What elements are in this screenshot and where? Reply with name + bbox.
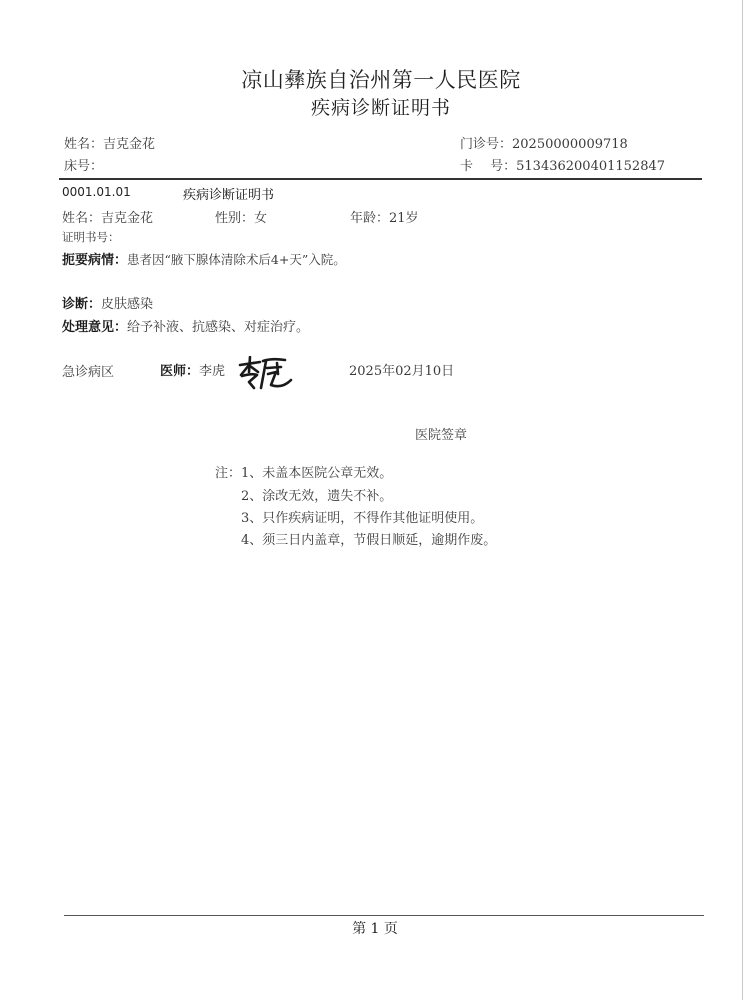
ward-name: 急诊病区 xyxy=(62,365,115,380)
outpatient-label: 门诊号： xyxy=(460,137,513,152)
doctor-row xyxy=(160,360,225,379)
footer-divider xyxy=(64,915,704,916)
form-age-value: 21岁 xyxy=(389,211,419,226)
header-name-row xyxy=(64,133,155,152)
note-item: 1、未盖本医院公章无效。 xyxy=(241,466,393,481)
treatment-value: 给予补液、抗感染、对症治疗。 xyxy=(127,320,310,335)
sign-date: 2025年02月10日 xyxy=(349,364,455,379)
form-age-label: 年龄： xyxy=(350,211,390,226)
form-gender-row xyxy=(215,207,267,226)
header-card-row xyxy=(460,155,665,174)
form-gender-label: 性别： xyxy=(215,211,255,226)
page-edge xyxy=(742,0,743,1000)
page-number: 第 1 页 xyxy=(352,921,398,937)
header-outpatient-row xyxy=(460,133,628,152)
form-name-row xyxy=(62,207,153,226)
note-item: 2、涂改无效，遗失不补。 xyxy=(241,489,393,504)
note-item: 4、须三日内盖章，节假日顺延，逾期作废。 xyxy=(241,533,497,548)
diagnosis-label: 诊断： xyxy=(62,297,102,312)
header-divider xyxy=(59,178,702,180)
header-name-value: 吉克金花 xyxy=(103,137,156,152)
card-label: 卡 号： xyxy=(460,159,517,174)
doctor-signature xyxy=(238,356,294,390)
diagnosis-value: 皮肤感染 xyxy=(101,297,154,312)
summary-value: 患者因“腋下腺体清除术后4+天”入院。 xyxy=(127,252,346,267)
notes-prefix: 注： xyxy=(215,466,242,481)
header-bed-label: 床号： xyxy=(64,159,104,174)
doctor-name: 李虎 xyxy=(199,364,226,379)
document-title: 疾病诊断证明书 xyxy=(310,97,451,119)
header-bed-row xyxy=(64,155,103,174)
outpatient-value: 20250000009718 xyxy=(512,137,628,152)
form-title: 疾病诊断证明书 xyxy=(183,188,275,203)
hospital-name: 凉山彝族自治州第一人民医院 xyxy=(241,68,521,92)
summary-row xyxy=(62,249,346,268)
treatment-label: 处理意见： xyxy=(62,320,128,335)
form-name-label: 姓名： xyxy=(62,211,102,226)
cert-no-label: 证明书号： xyxy=(62,230,120,244)
form-age-row xyxy=(350,207,419,226)
form-gender-value: 女 xyxy=(254,211,268,226)
diagnosis-row xyxy=(62,293,153,312)
note-item: 3、只作疾病证明，不得作其他证明使用。 xyxy=(241,511,484,526)
header-name-label: 姓名： xyxy=(64,137,104,152)
summary-label: 扼要病情： xyxy=(62,253,128,268)
card-value: 51343620040115284​7 xyxy=(516,159,666,174)
hospital-seal-label: 医院签章 xyxy=(415,428,468,443)
treatment-row xyxy=(62,316,309,335)
form-name-value: 吉克金花 xyxy=(101,211,154,226)
form-code: 0001.01.01 xyxy=(62,185,131,199)
doctor-label: 医师： xyxy=(160,364,200,379)
